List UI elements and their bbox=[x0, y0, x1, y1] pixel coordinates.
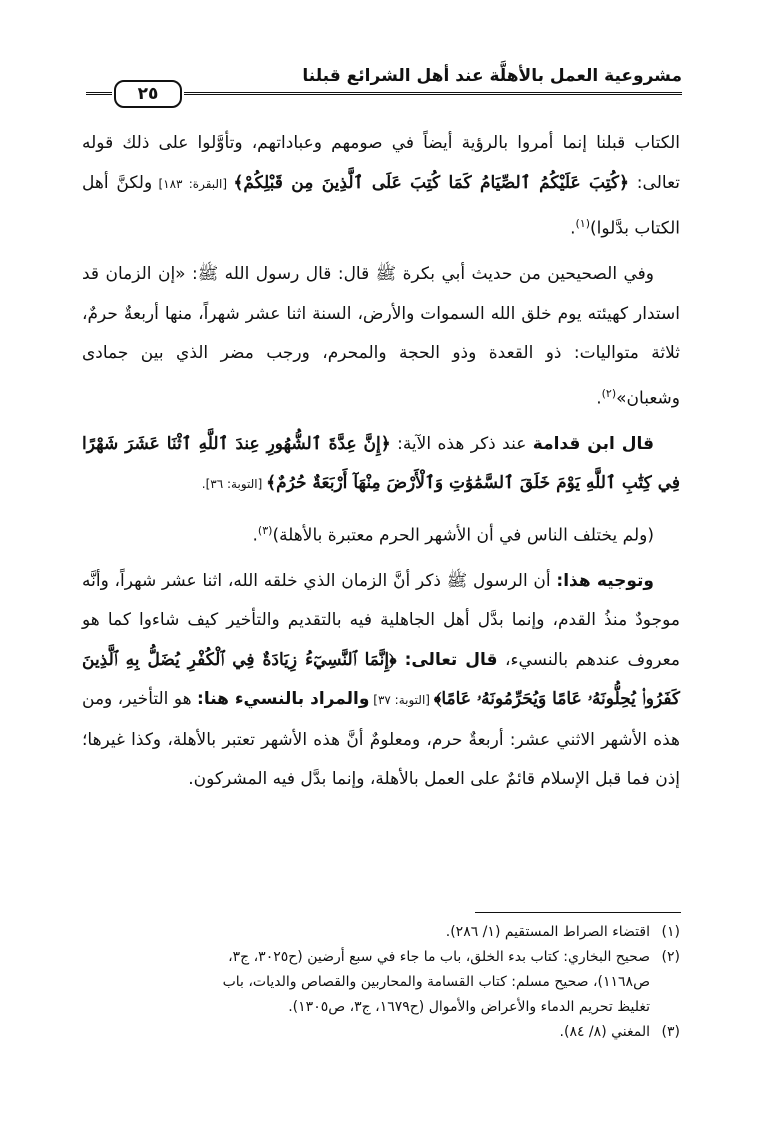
header-rule bbox=[184, 92, 682, 95]
footnote-number: (٢) bbox=[661, 949, 680, 965]
footnote-3 bbox=[82, 1020, 680, 1045]
footnote-1 bbox=[82, 920, 680, 945]
footnote-number: (٣) bbox=[661, 1024, 680, 1040]
text-run: وفي الصحيحين من حديث أبي بكرة ﷺ قال: قال رسول الله ﷺ: «إن الزمان قد استدار كهيئته يوم خلق الله السموات والأرض، السنة اثنا عشر شهراً، منها أربعةٌ حرمٌ، ثلاثة متواليات: ذو القعدة وذو الحجة والمحرم، ورجب مضر الذي بين جمادى وشعبان» bbox=[82, 264, 680, 409]
quran-verse: ﴿كُتِبَ عَلَيْكُمُ ٱلصِّيَامُ كَمَا كُتِبَ عَلَى ٱلَّذِينَ مِن قَبْلِكُمْ﴾ bbox=[233, 172, 629, 193]
running-title: مشروعية العمل بالأهلَّة عند أهل الشرائع قبلنا bbox=[302, 66, 682, 86]
verse-reference: [التوبة: ٣٧] bbox=[369, 693, 434, 708]
text-run: الكتاب قبلنا إنما أمروا بالرؤية أيضاً في صومهم وعباداتهم، وتأوَّلوا على ذلك قوله تعالى: bbox=[82, 133, 680, 193]
verse-reference: [البقرة: ١٨٣] bbox=[152, 176, 234, 191]
footnote-2 bbox=[82, 945, 680, 1020]
footnote-text: ص١١٦٨)، صحيح مسلم: كتاب القسامة والمحاربين والقصاص والديات، باب bbox=[222, 974, 650, 990]
header-rule-short bbox=[86, 92, 112, 95]
text-run: . bbox=[596, 388, 602, 409]
text-run: (ولم يختلف الناس في أن الأشهر الحرم معتبرة بالأهلة) bbox=[272, 525, 654, 546]
footnote-marker: (٢) bbox=[601, 386, 617, 400]
paragraph-3 bbox=[82, 425, 680, 505]
footnote-text: المغني (٨/ ٨٤). bbox=[559, 1024, 650, 1040]
text-run: أن الرسول ﷺ ذكر أنَّ الزمان الذي خلقه الله، اثنا عشر شهراً، وأنَّه موجودٌ منذُ القدم، وإنما بدَّل أهل الجاهلية فيه بالتقديم والتأخير كيف شاءوا كما هو معروف عندهم بالنسيء، bbox=[82, 570, 680, 670]
section-label: والمراد بالنسيء هنا: bbox=[197, 689, 370, 710]
page-header bbox=[86, 58, 682, 104]
footnote-marker: (٣) bbox=[257, 523, 273, 537]
text-run: . bbox=[570, 218, 576, 239]
footnote-divider bbox=[475, 912, 681, 913]
quran-verse: ﴿إِنَّ عِدَّةَ ٱلشُّهُورِ عِندَ ٱللَّهِ ٱثْنَا عَشَرَ شَهْرًا فِي كِتَٰبِ ٱللَّهِ يَوْمَ خَلَقَ ٱلسَّمَٰوَٰتِ وَٱلْأَرْضَ مِنْهَآ أَرْبَعَةٌ حُرُمٌ﴾ bbox=[82, 433, 680, 494]
text-run: ولكنَّ أهل الكتاب بدَّلوا) bbox=[82, 172, 680, 239]
footnote-number: (١) bbox=[661, 924, 680, 940]
main-text bbox=[82, 124, 680, 806]
page-number: ٢٥ bbox=[114, 80, 182, 108]
verse-reference: [التوبة: ٣٦]. bbox=[201, 477, 267, 492]
quran-verse: ﴿إِنَّمَا ٱلنَّسِيٓءُ زِيَادَةٌ فِي ٱلْكُفْرِ يُضَلُّ بِهِ ٱلَّذِينَ كَفَرُوا۟ يُحِلُّونَهُۥ عَامًا وَيُحَرِّمُونَهُۥ عَامًا﴾ bbox=[82, 649, 681, 710]
footnote-marker: (١) bbox=[575, 217, 591, 230]
footnote-text: اقتضاء الصراط المستقيم (١/ ٢٨٦). bbox=[445, 924, 650, 940]
author-label: قال ابن قدامة bbox=[532, 433, 654, 454]
paragraph-4 bbox=[82, 511, 680, 556]
text-run: عند ذكر هذه الآية: bbox=[390, 433, 533, 454]
footnotes bbox=[82, 920, 680, 1045]
text-run: هو التأخير، ومن هذه الأشهر الاثني عشر: أربعةٌ حرم، ومعلومٌ أنَّ هذه الأشهر تعتبر بالأهلة، وكذا غيرها؛ إذن فما قبل الإسلام قائمٌ على العمل بالأهلة، وإنما بدَّل فيه المشركون. bbox=[82, 689, 680, 790]
section-label: قال تعالى: bbox=[404, 649, 498, 670]
section-label: وتوجيه هذا: bbox=[556, 570, 654, 591]
paragraph-5 bbox=[82, 562, 680, 800]
paragraph-1 bbox=[82, 124, 680, 249]
footnote-text: تغليظ تحريم الدماء والأعراض والأموال (ح١٦٧٩، ج٣، ص١٣٠٥). bbox=[288, 999, 650, 1015]
text-run: . bbox=[252, 525, 258, 546]
footnote-text: صحيح البخاري: كتاب بدء الخلق، باب ما جاء في سبع أرضين (ح٣٠٢٥، ج٣، bbox=[228, 949, 650, 965]
paragraph-2 bbox=[82, 255, 680, 419]
